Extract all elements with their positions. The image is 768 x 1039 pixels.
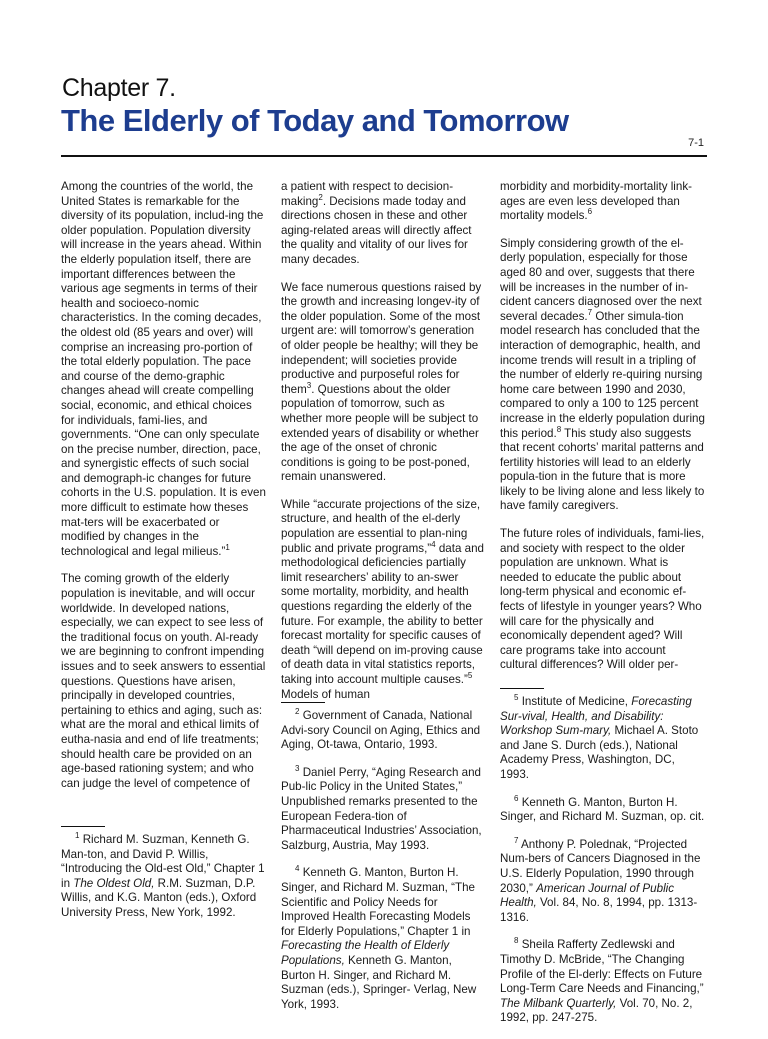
footnote-ref: 3 bbox=[306, 380, 312, 390]
footnote-ref: 8 bbox=[556, 424, 562, 434]
footnotes bbox=[61, 826, 266, 934]
paragraph: Among the countries of the world, the United States is remarkable for the diversity of its population, includ-ing the older population. Population diversity will increase in the years ahead. Within the elderly population itself, there are important differences between the various age segments in terms of their health and socioeco-nomic characteristics. In the coming decades, the oldest old (85 years and over) will comprise an increasing pro-portion of the total elderly population. The pace and course of the demo-graphic changes ahead will create compelling social, economic, and ethical choices for individuals, fami-lies, and governments. “One can only speculate on the precise number, direction, pace, and synergistic effects of such social and demograph-ic changes for future cohorts in the U.S. population. It is even more difficult to estimate how theses mat-ters will be exacerbated or modified by changes in the technological and legal milieus.”$^1$ bbox=[61, 180, 266, 558]
footnote-ref: 7 bbox=[587, 307, 593, 317]
footnote: $^2$ Government of Canada, National Advi-sory Council on Aging, Ethics and Aging, Ot-tawa, Ontario, 1993. bbox=[281, 707, 481, 752]
paragraph: The future roles of individuals, fami-lies, and society with respect to the older population are unknown. What is needed to educate the public about long-term physical and economic ef-fects of lifestyle in younger years? Who will care for the physically and economically dependent aged? Will care programs take into account cultural differences? Will older per- bbox=[500, 527, 705, 672]
paragraph: The coming growth of the elderly population is inevitable, and will occur worldwide. In developed nations, especially, we can expect to see less of the traditional focus on youth. Al-ready we are beginning to confront impending issues and to seek answers to essential questions. Questions have arisen, principally in developed countries, pertaining to ethics and aging, such as: what are the moral and ethical limits of eutha-nasia and end of life treatments; should health care be provided on an age-based rationing system; and who can judge the level of competence of bbox=[61, 572, 266, 790]
footnotes bbox=[281, 702, 486, 1025]
footnote: $^8$ Sheila Rafferty Zedlewski and Timothy D. McBride, “The Changing Profile of the El-derly: Effects on Future Long-Term Care Needs and Financing,” The Milbank Quarterly, Vol. 70, No. 2, 1992, pp. 247-275. bbox=[500, 936, 704, 1025]
paragraph: a patient with respect to decision-making$^2$. Decisions made today and directions chosen in these and other aging-related areas will directly affect the quality and vitality of our lives for many decades. bbox=[281, 180, 472, 266]
footnote: $^4$ Kenneth G. Manton, Burton H. Singer, and Richard M. Suzman, “The Scientific and Policy Needs for Improved Health Forecasting Models for Elderly Populations,” Chapter 1 in Forecasting the Health of Elderly Populations, Kenneth G. Manton, Burton H. Singer, and Richard M. Suzman (eds.), Springer- Verlag, New York, 1993. bbox=[281, 864, 477, 1011]
footnote-ref: 2 bbox=[318, 192, 323, 202]
paragraph: morbidity and morbidity-mortality link-ages are even less developed than mortality models.$^6$ bbox=[500, 180, 692, 223]
footnotes bbox=[500, 688, 705, 1039]
text-column-3 bbox=[500, 180, 705, 1025]
footnote: $^3$ Daniel Perry, “Aging Research and Pub-lic Policy in the United States,” Unpublished remarks presented to the European Federa-tion of Pharmaceutical Industries’ Association, Salzburg, Austria, May 1993. bbox=[281, 763, 482, 852]
footnote-ref: 5 bbox=[467, 671, 473, 680]
footnote-divider bbox=[500, 688, 544, 689]
footnote-divider bbox=[61, 826, 105, 827]
paragraph: Simply considering growth of the el-derly population, especially for those aged 80 and over, suggests that there will be increases in the number of in-cident cancers diagnosed over the next several decades.$^7$ Other simula-tion model research has concluded that the interaction of demographic, health, and income trends will result in a tripling of the number of elderly re-quiring nursing home care between 1990 and 2030, compared to only a 100 to 125 percent increase in the elderly population during this period.$^8$ This study also suggests that recent cohorts’ marital patterns and fertility histories will lead to an elderly popula-tion in the future that is more likely to be living alone and less likely to have family caregivers. bbox=[500, 236, 705, 513]
chapter-title: The Elderly of Today and Tomorrow bbox=[61, 103, 569, 138]
title-divider bbox=[61, 155, 707, 157]
footnote: $^5$ Institute of Medicine, Forecasting Sur-vival, Health, and Disability: Workshop Sum-mary, Michael A. Stoto and Jane S. Durch (eds.), National Academy Press, Washington, DC, 1993. bbox=[500, 693, 699, 781]
footnote: $^6$ Kenneth G. Manton, Burton H. Singer, and Richard M. Suzman, op. cit. bbox=[500, 793, 705, 824]
footnote-divider bbox=[281, 702, 325, 703]
footnote: $^7$ Anthony P. Polednak, “Projected Num-bers of Cancers Diagnosed in the U.S. Elderly Population, 1990 through 2030,” American Journal of Public Health, Vol. 84, No. 8, 1994, pp. 1313-1316. bbox=[500, 835, 701, 924]
paragraph: While “accurate projections of the size, structure, and health of the el-derly population are essential to plan-ning public and private programs,”$^4$ data and methodological deficiencies partially limit researchers’ ability to an-swer some mortality, morbidity, and health questions regarding the elderly of the future. For example, the ability to better forecast mortality for specific causes of death “will depend on im-proving cause of death data in vital statistics reports, taking into account multiple causes.”$^5$ Models of human bbox=[281, 497, 484, 701]
footnote: $^1$ Richard M. Suzman, Kenneth G. Man-ton, and David P. Willis, “Introducing the Old-est Old,” Chapter 1 in The Oldest Old, R.M. Suzman, D.P. Willis, and K.G. Manton (eds.), Oxford University Press, New York, 1992. bbox=[61, 831, 265, 919]
paragraph: We face numerous questions raised by the growth and increasing longev-ity of the older population. Some of the most urgent are: will tomorrow’s generation of older people be healthy; will they be independent; will societies provide productive and purposeful roles for them$^3$. Questions about the older population of tomorrow, such as whether more people will be subject to extended years of disability or whether the age of the onset of chronic conditions is going to be post-poned, remain unanswered. bbox=[281, 280, 482, 484]
chapter-label: Chapter 7. bbox=[62, 74, 176, 102]
footnote-ref: 6 bbox=[587, 207, 593, 217]
footnote-ref: 4 bbox=[431, 539, 436, 549]
text-column-2 bbox=[281, 180, 486, 1011]
text-column-1 bbox=[61, 180, 266, 919]
page-number: 7-1 bbox=[688, 137, 704, 149]
footnote-ref: 1 bbox=[225, 542, 230, 552]
